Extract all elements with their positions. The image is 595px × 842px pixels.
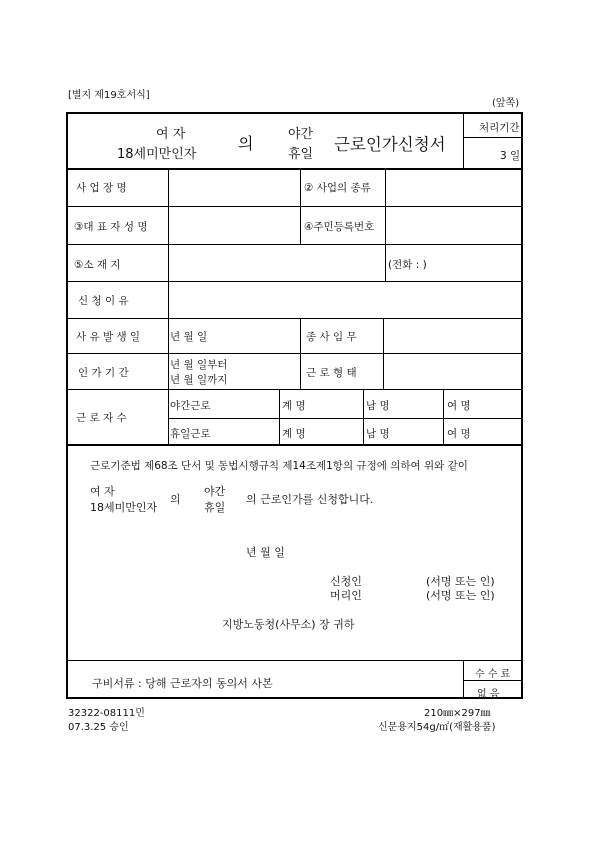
body-holiday: 휴일 xyxy=(204,501,226,514)
phone-field: (전화 : ) xyxy=(388,259,427,271)
divider xyxy=(66,444,523,446)
resident-number-label: ④주민등록번호 xyxy=(304,221,375,233)
night-work-label: 야간근로 xyxy=(170,400,211,412)
fee-value: 없 음 xyxy=(477,689,500,700)
period-to: 년 월 일까지 xyxy=(170,374,228,386)
occurrence-date-value: 년 월 일 xyxy=(170,331,208,343)
divider xyxy=(168,418,523,419)
divider xyxy=(385,168,386,244)
divider xyxy=(66,318,523,319)
divider xyxy=(463,680,523,681)
divider xyxy=(66,389,523,390)
reason-label: 신 청 이 유 xyxy=(78,295,129,307)
title-minor: 18세미만인자 xyxy=(117,147,197,162)
body-ui: 의 xyxy=(170,493,181,506)
divider xyxy=(279,389,280,444)
divider xyxy=(463,660,464,699)
divider xyxy=(443,389,444,444)
applicant-label: 신청인 xyxy=(330,575,362,588)
title-night: 야간 xyxy=(288,127,314,142)
workers-label: 근 로 자 수 xyxy=(76,412,127,424)
divider xyxy=(66,353,523,354)
period-label: 인 가 기 간 xyxy=(78,367,129,379)
paper-size: 210㎜×297㎜ xyxy=(424,708,491,719)
paper-type: 신문용지54g/㎡(재활용품) xyxy=(378,722,496,733)
divider xyxy=(168,168,169,444)
divider xyxy=(385,244,386,281)
applicant-signature: (서명 또는 인) xyxy=(426,575,495,588)
addressee: 지방노동청(사무소) 장 귀하 xyxy=(222,618,355,631)
processing-period-value: 3 일 xyxy=(500,150,521,162)
title-female: 여 자 xyxy=(156,127,186,142)
divider xyxy=(463,112,464,168)
location-label: ⑤소 재 지 xyxy=(74,259,121,271)
attachments: 구비서류 : 당해 근로자의 동의서 사본 xyxy=(92,677,273,690)
holiday-total: 계 명 xyxy=(282,428,306,440)
title-ui: 의 xyxy=(238,134,254,153)
night-total: 계 명 xyxy=(282,400,306,412)
night-male: 남 명 xyxy=(366,400,390,412)
divider xyxy=(66,660,523,661)
divider xyxy=(66,281,523,282)
fee-label: 수 수 료 xyxy=(475,669,511,680)
body-night: 야간 xyxy=(204,485,226,498)
period-from: 년 월 일부터 xyxy=(170,359,228,371)
representative-label: ③대 표 자 성 명 xyxy=(74,221,148,233)
night-female: 여 명 xyxy=(447,400,471,412)
body-tail: 의 근로인가를 신청합니다. xyxy=(246,493,374,506)
approval-date: 07.3.25 승인 xyxy=(68,722,129,733)
divider xyxy=(383,318,384,389)
divider xyxy=(463,137,523,138)
duty-label: 종 사 임 무 xyxy=(306,331,357,343)
page-side-label: (앞쪽) xyxy=(492,98,520,109)
divider xyxy=(66,168,523,170)
page-title: 근로인가신청서 xyxy=(334,135,446,154)
divider xyxy=(66,206,523,207)
business-type-label: ② 사업의 종류 xyxy=(304,182,371,194)
statement: 근로기준법 제68조 단서 및 동법시행규칙 제14조제1항의 규정에 의하여 위와 같이 xyxy=(90,460,468,472)
body-female: 여 자 xyxy=(90,485,115,498)
divider xyxy=(66,244,523,245)
processing-period-label: 처리기간 xyxy=(479,122,520,134)
divider xyxy=(300,168,301,244)
divider xyxy=(300,318,301,389)
holiday-female: 여 명 xyxy=(447,428,471,440)
title-holiday: 휴일 xyxy=(288,147,314,162)
form-number: [별지 제19호서식] xyxy=(68,90,150,101)
holiday-work-label: 휴일근로 xyxy=(170,428,211,440)
divider xyxy=(363,389,364,444)
business-name-label: 사 업 장 명 xyxy=(76,182,127,194)
occurrence-date-label: 사 유 발 생 일 xyxy=(76,331,141,343)
agent-label: 머리인 xyxy=(330,589,362,602)
form-code: 32322-08111민 xyxy=(68,708,145,719)
holiday-male: 남 명 xyxy=(366,428,390,440)
application-date: 년 월 일 xyxy=(246,546,285,559)
agent-signature: (서명 또는 인) xyxy=(426,589,495,602)
body-minor: 18세미만인자 xyxy=(90,501,158,514)
work-form-label: 근 로 형 태 xyxy=(306,367,357,379)
